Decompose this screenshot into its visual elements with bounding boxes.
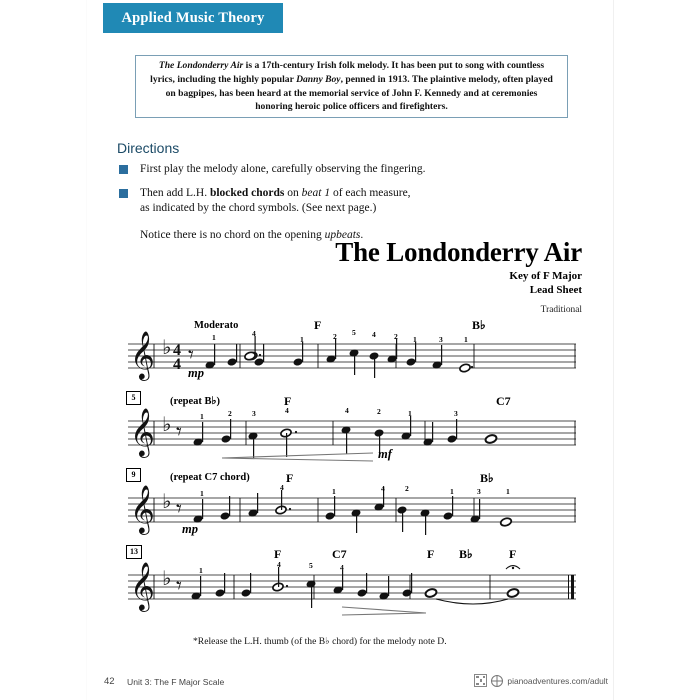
fingering-number: 4 bbox=[280, 483, 284, 492]
chord-symbol: F bbox=[274, 547, 282, 561]
fingering-number: 4 bbox=[381, 484, 385, 493]
fingering-number: 1 bbox=[300, 335, 304, 344]
fingering-number: 4 bbox=[372, 330, 376, 339]
qr-code-icon bbox=[474, 674, 487, 687]
page-edge-left bbox=[86, 0, 87, 700]
svg-text:𝄞: 𝄞 bbox=[130, 330, 155, 379]
info-callout-text: The Londonderry Air is a 17th-century Irish folk melody. It has been put to song with countless lyrics, including the highly popular Danny Boy, penned in 1913. The plaintive melody, often played on bagpipes, has been heard at the memorial service of John F. Kennedy and at ceremonies honoring heroic police officers and firefighters. bbox=[150, 60, 553, 113]
score-title-block bbox=[180, 238, 582, 297]
chord-symbol: F bbox=[509, 547, 517, 561]
svg-text:𝄾: 𝄾 bbox=[188, 343, 194, 368]
directions-heading: Directions bbox=[117, 140, 180, 156]
chord-symbol: B♭ bbox=[459, 547, 473, 561]
directions-note: Notice there is no chord on the opening upbeats. bbox=[140, 228, 364, 241]
music-system-2 bbox=[128, 395, 576, 467]
svg-text:𝄞: 𝄞 bbox=[130, 561, 155, 610]
svg-text:♭: ♭ bbox=[162, 489, 172, 513]
fingering-number: 3 bbox=[252, 409, 256, 418]
fingering-number: 2 bbox=[333, 332, 337, 341]
chord-symbol: F bbox=[427, 547, 435, 561]
section-banner bbox=[103, 3, 283, 33]
music-system-3 bbox=[128, 472, 576, 544]
svg-text:𝄾: 𝄾 bbox=[176, 574, 182, 599]
dynamic-marking: mp bbox=[188, 366, 204, 380]
chord-symbol: F bbox=[286, 471, 294, 485]
svg-text:♭: ♭ bbox=[162, 335, 172, 359]
list-item-text: Then add L.H. blocked chords on beat 1 of each measure, as indicated by the chord symbols. (See next page.) bbox=[140, 187, 411, 215]
svg-text:𝄾: 𝄾 bbox=[176, 420, 182, 445]
square-bullet-icon bbox=[119, 165, 128, 174]
chord-symbol: C7 bbox=[496, 394, 511, 408]
fingering-number: 4 bbox=[345, 406, 349, 415]
fingering-number: 4 bbox=[340, 563, 344, 572]
chord-symbol: F bbox=[314, 318, 322, 332]
fingering-number: 1 bbox=[450, 487, 454, 496]
list-item bbox=[117, 162, 557, 177]
fingering-number: 5 bbox=[352, 328, 356, 337]
fingering-number: 1 bbox=[413, 335, 417, 344]
page-title: The Londonderry Air bbox=[335, 237, 582, 267]
chord-symbol: B♭ bbox=[472, 318, 486, 332]
page-number: 42 bbox=[104, 676, 115, 687]
fingering-number: 2 bbox=[377, 407, 381, 416]
music-system-1 bbox=[128, 318, 576, 390]
svg-text:𝄞: 𝄞 bbox=[130, 484, 155, 533]
globe-icon bbox=[491, 675, 503, 687]
measure-number-box: 5 bbox=[126, 391, 141, 405]
fingering-number: 4 bbox=[285, 406, 289, 415]
fingering-number: 1 bbox=[506, 487, 510, 496]
svg-text:♭: ♭ bbox=[162, 412, 172, 436]
fingering-number: 1 bbox=[200, 412, 204, 421]
measure-number-box: 13 bbox=[126, 545, 142, 559]
footer-unit-label: Unit 3: The F Major Scale bbox=[127, 677, 225, 687]
fingering-number: 3 bbox=[439, 335, 443, 344]
fingering-number: 2 bbox=[228, 409, 232, 418]
section-banner-label: Applied Music Theory bbox=[121, 9, 265, 26]
list-item-text: First play the melody alone, carefully observing the fingering. bbox=[140, 163, 426, 175]
fingering-number: 1 bbox=[200, 489, 204, 498]
page-edge-right bbox=[613, 0, 614, 700]
chord-symbol: F bbox=[284, 394, 292, 408]
svg-text:4: 4 bbox=[173, 342, 181, 359]
fingering-number: 3 bbox=[477, 487, 481, 496]
footnote-text: *Release the L.H. thumb (of the B♭ chord) for the melody note D. bbox=[193, 636, 447, 647]
dynamic-marking: mp bbox=[182, 522, 198, 536]
score-key-label: Key of F Major bbox=[509, 270, 582, 283]
fingering-number: 1 bbox=[332, 487, 336, 496]
fingering-number: 4 bbox=[252, 329, 256, 338]
fingering-number: 3 bbox=[454, 409, 458, 418]
directions-list bbox=[117, 162, 557, 241]
tempo-marking: Moderato bbox=[194, 320, 239, 331]
square-bullet-icon bbox=[119, 189, 128, 198]
fingering-number: 2 bbox=[394, 332, 398, 341]
fingering-number: 1 bbox=[212, 333, 216, 342]
repeat-instruction: (repeat C7 chord) bbox=[170, 472, 250, 483]
fingering-number: 1 bbox=[199, 566, 203, 575]
fingering-number: 1 bbox=[408, 409, 412, 418]
repeat-instruction: (repeat B♭) bbox=[170, 396, 220, 407]
measure-number-box: 9 bbox=[126, 468, 141, 482]
fingering-number: 1 bbox=[464, 335, 468, 344]
svg-text:♭: ♭ bbox=[162, 566, 172, 590]
music-system-4 bbox=[128, 549, 576, 621]
dynamic-marking: mf bbox=[378, 447, 392, 461]
fingering-number: 4 bbox=[277, 560, 281, 569]
score-composer: Traditional bbox=[540, 305, 582, 315]
score-type-label: Lead Sheet bbox=[529, 283, 582, 296]
info-callout-box bbox=[135, 55, 568, 118]
chord-symbol: C7 bbox=[332, 547, 347, 561]
fingering-number: 5 bbox=[309, 561, 313, 570]
chord-symbol: B♭ bbox=[480, 471, 494, 485]
brand-url-label[interactable]: pianoadventures.com/adult bbox=[507, 675, 608, 686]
list-item bbox=[117, 186, 557, 216]
svg-text:𝄾: 𝄾 bbox=[176, 497, 182, 522]
footer-brand bbox=[474, 674, 608, 687]
svg-text:𝄞: 𝄞 bbox=[130, 407, 155, 456]
svg-text:4: 4 bbox=[173, 356, 181, 373]
fingering-number: 2 bbox=[405, 484, 409, 493]
